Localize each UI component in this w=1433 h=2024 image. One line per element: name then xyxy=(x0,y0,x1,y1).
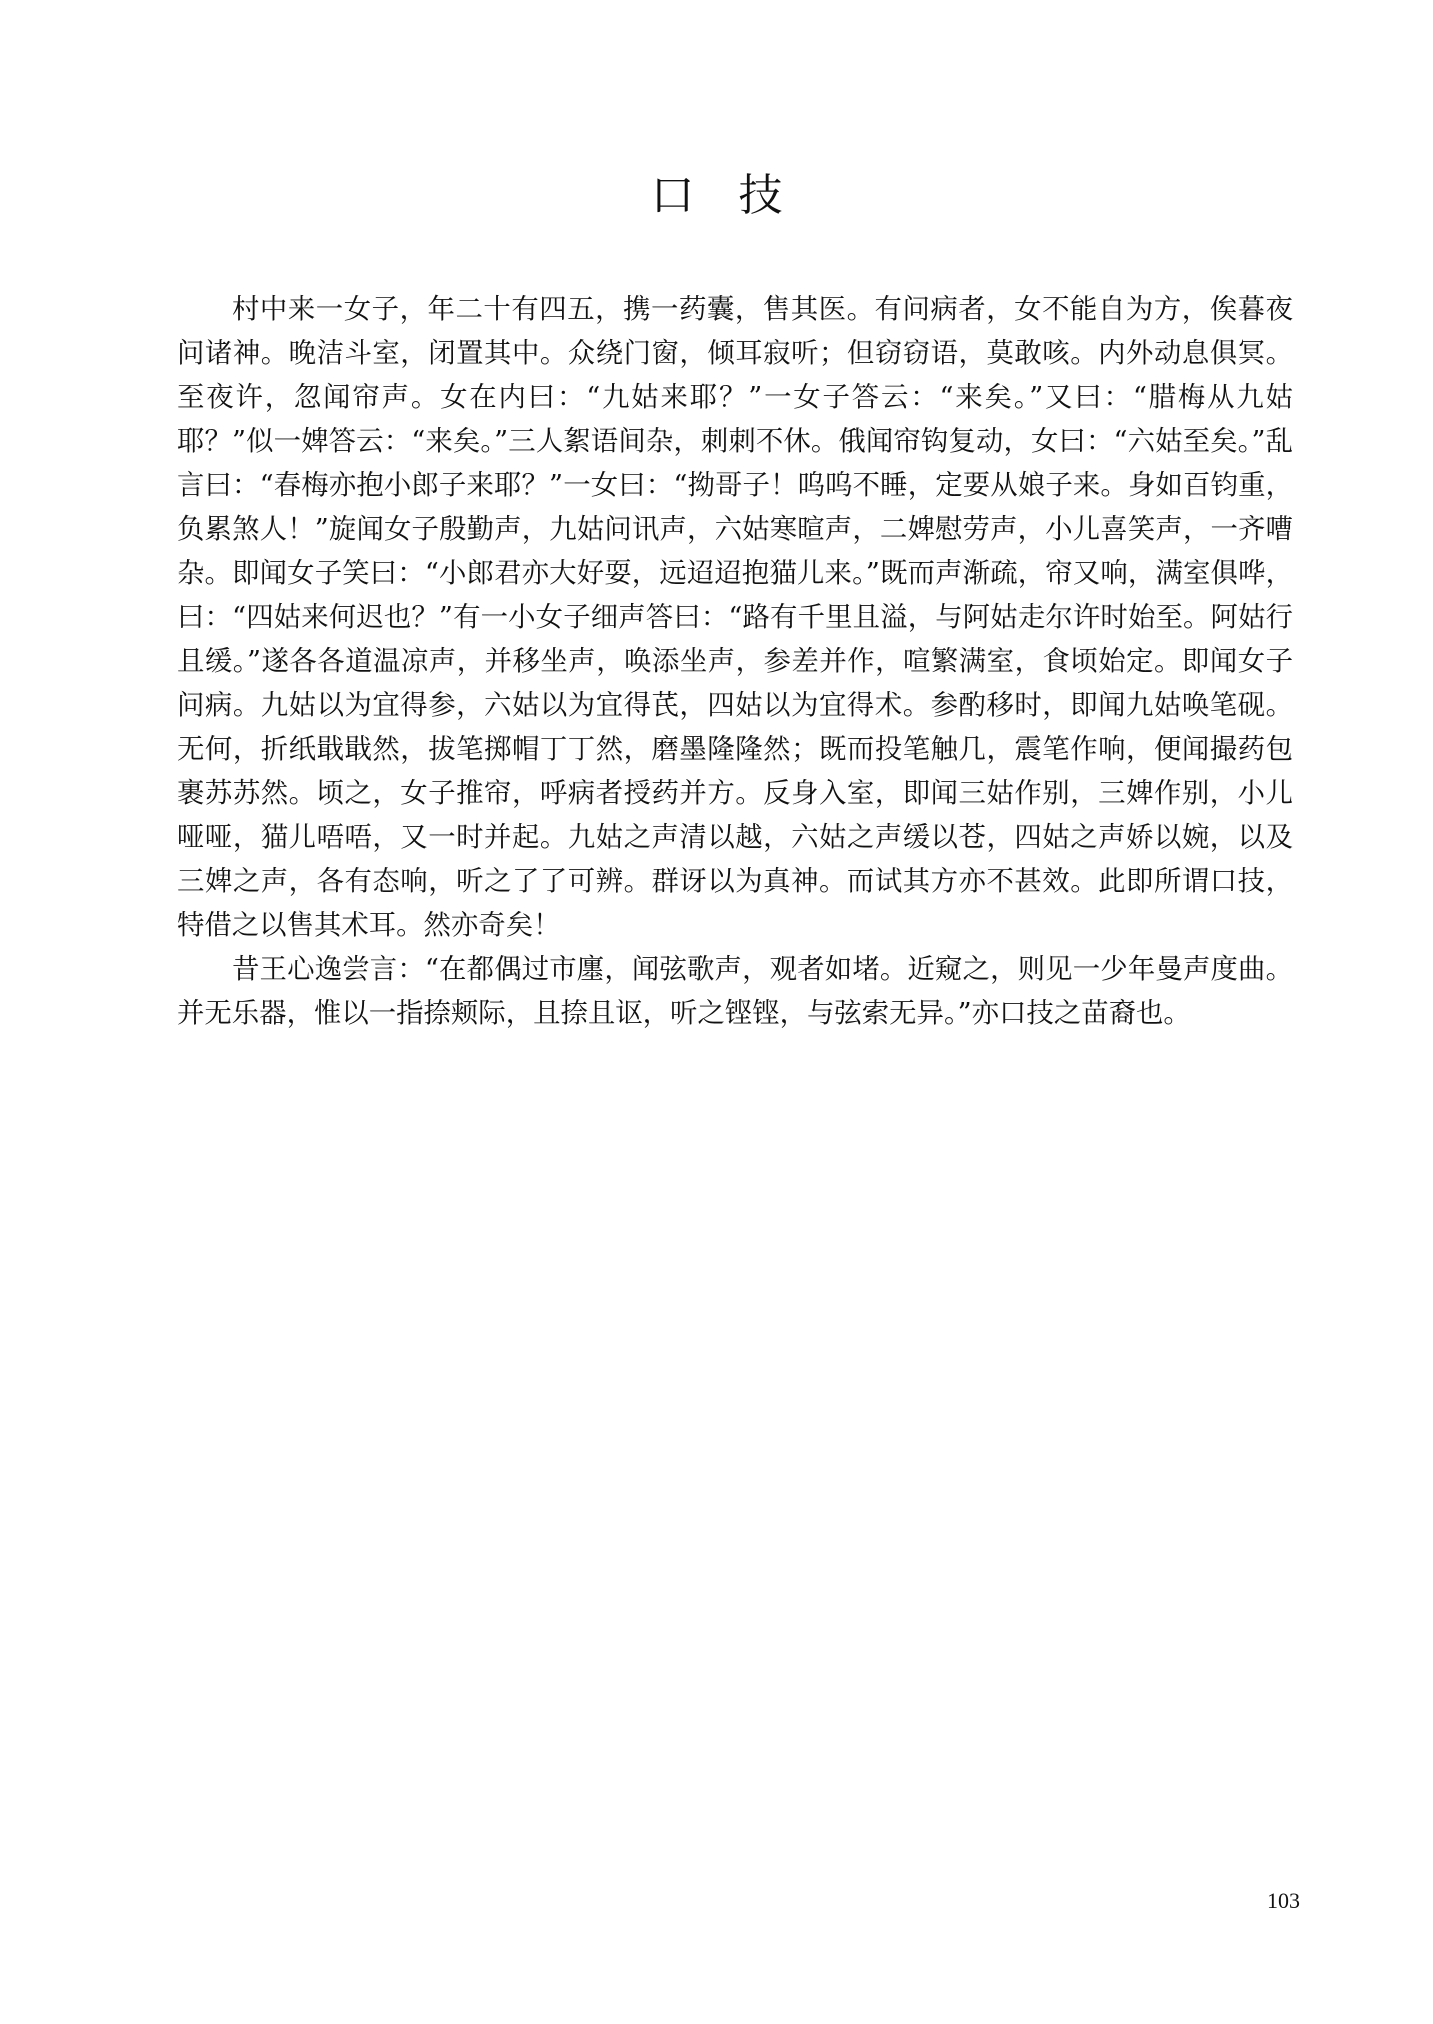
page-number: 103 xyxy=(1267,1888,1300,1913)
page-title: 口技 xyxy=(650,170,827,221)
paragraph-2: 昔王心逸尝言：“在都偶过市廛，闻弦歌声，观者如堵。近窥之，则见一少年曼声度曲。并无乐器，惟以一指捺颊际，且捺且讴，听之铿铿，与弦索无异。”亦口技之苗裔也。 xyxy=(177,954,1293,1029)
body-text xyxy=(177,288,1293,1036)
paragraph-1: 村中来一女子，年二十有四五，携一药囊，售其医。有问病者，女不能自为方，俟暮夜问诸神。晚洁斗室，闭置其中。众绕门窗，倾耳寂听；但窃窃语，莫敢咳。内外动息俱冥。至夜许，忽闻帘声。女在内曰：“九姑来耶？”一女子答云：“来矣。”又曰：“腊梅从九姑耶？”似一婢答云：“来矣。”三人絮语间杂，刺刺不休。俄闻帘钩复动，女曰：“六姑至矣。”乱言曰：“春梅亦抱小郎子来耶？”一女曰：“拗哥子！呜呜不睡，定要从娘子来。身如百钧重，负累煞人！”旋闻女子殷勤声，九姑问讯声，六姑寒暄声，二婢慰劳声，小儿喜笑声，一齐嘈杂。即闻女子笑曰：“小郎君亦大好耍，远迢迢抱猫儿来。”既而声渐疏，帘又响，满室俱哗，曰：“四姑来何迟也？”有一小女子细声答曰：“路有千里且溢，与阿姑走尔许时始至。阿姑行且缓。”遂各各道温凉声，并移坐声，唤添坐声，参差并作，喧繁满室，食顷始定。即闻女子问病。九姑以为宜得参，六姑以为宜得芪，四姑以为宜得术。参酌移时，即闻九姑唤笔砚。无何，折纸戢戢然，拔笔掷帽丁丁然，磨墨隆隆然；既而投笔触几，震笔作响，便闻撮药包裹苏苏然。顷之，女子推帘，呼病者授药并方。反身入室，即闻三姑作别，三婢作别，小儿哑哑，猫儿唔唔，又一时并起。九姑之声清以越，六姑之声缓以苍，四姑之声娇以婉，以及三婢之声，各有态响，听之了了可辨。群讶以为真神。而试其方亦不甚效。此即所谓口技，特借之以售其术耳。然亦奇矣！ xyxy=(177,294,1293,941)
